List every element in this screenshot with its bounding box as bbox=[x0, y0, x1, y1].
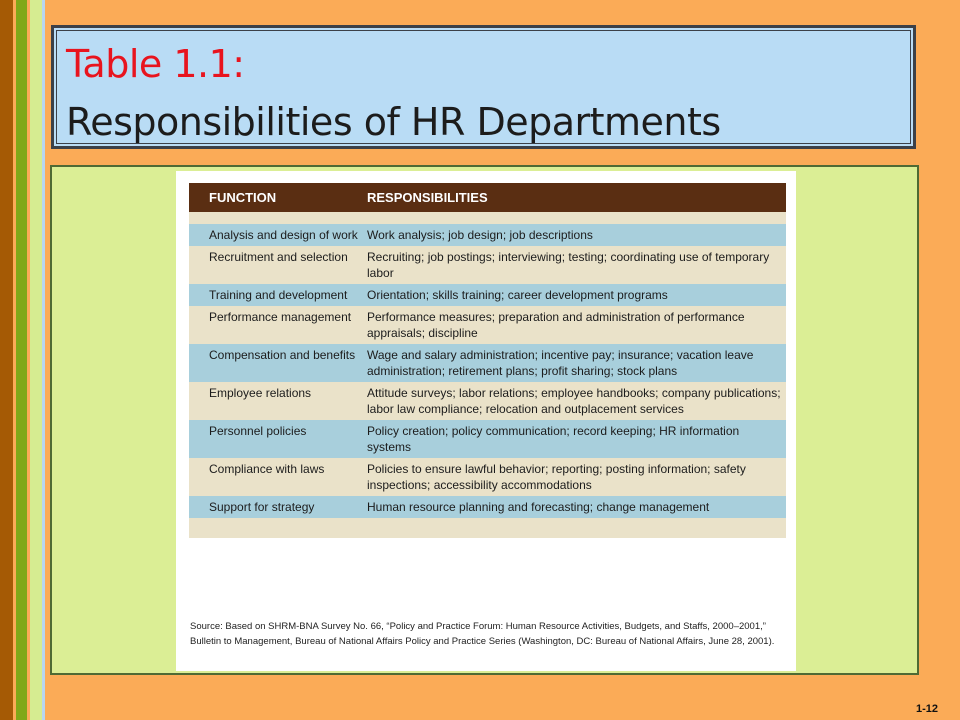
cell-responsibilities: Work analysis; job design; job descriptions bbox=[359, 224, 786, 246]
table-row bbox=[189, 420, 786, 458]
cell-function: Employee relations bbox=[189, 382, 359, 420]
header-function: FUNCTION bbox=[189, 183, 359, 212]
cell-function: Compensation and benefits bbox=[189, 344, 359, 382]
table-spacer bbox=[189, 518, 786, 538]
table-figure bbox=[176, 171, 796, 671]
table-row bbox=[189, 246, 786, 284]
slide-title-label: Table 1.1: bbox=[66, 42, 245, 86]
cell-responsibilities: Human resource planning and forecasting; change management bbox=[359, 496, 786, 518]
cell-function: Support for strategy bbox=[189, 496, 359, 518]
cell-function: Performance management bbox=[189, 306, 359, 344]
cell-responsibilities: Recruiting; job postings; interviewing; testing; coordinating use of temporary labor bbox=[359, 246, 786, 284]
table-row bbox=[189, 496, 786, 518]
title-box bbox=[51, 25, 916, 149]
cell-function: Analysis and design of work bbox=[189, 224, 359, 246]
hr-responsibilities-table bbox=[189, 183, 786, 538]
page-number: 1-12 bbox=[916, 703, 939, 715]
table-row bbox=[189, 224, 786, 246]
cell-responsibilities: Policy creation; policy communication; record keeping; HR information systems bbox=[359, 420, 786, 458]
table-spacer bbox=[189, 212, 786, 224]
header-responsibilities: RESPONSIBILITIES bbox=[359, 183, 786, 212]
decor-stripe-brown bbox=[0, 0, 13, 720]
table-row bbox=[189, 306, 786, 344]
cell-responsibilities: Policies to ensure lawful behavior; reporting; posting information; safety inspections; accessibility accommodations bbox=[359, 458, 786, 496]
table-row bbox=[189, 284, 786, 306]
cell-responsibilities: Wage and salary administration; incentive pay; insurance; vacation leave administration; retirement plans; profit sharing; stock plans bbox=[359, 344, 786, 382]
decor-stripe-green bbox=[16, 0, 27, 720]
table-source-note: Source: Based on SHRM-BNA Survey No. 66, “Policy and Practice Forum: Human Resource Activities, Budgets, and Staffs, 2000–2001,” Bulletin to Management, Bureau of National Affairs Policy and Practice Series (Washington, DC: Bureau of National Affairs, June 28, 2001). bbox=[190, 621, 775, 647]
table-header-row bbox=[189, 183, 786, 212]
table-row bbox=[189, 344, 786, 382]
cell-function: Compliance with laws bbox=[189, 458, 359, 496]
decor-stripe-lightgreen bbox=[30, 0, 42, 720]
table-row bbox=[189, 382, 786, 420]
decor-stripe-blue bbox=[42, 0, 45, 720]
cell-function: Recruitment and selection bbox=[189, 246, 359, 284]
content-panel bbox=[50, 165, 919, 675]
slide-title: Responsibilities of HR Departments bbox=[66, 100, 721, 144]
cell-responsibilities: Performance measures; preparation and administration of performance appraisals; discipline bbox=[359, 306, 786, 344]
cell-responsibilities: Attitude surveys; labor relations; employee handbooks; company publications; labor law compliance; relocation and outplacement services bbox=[359, 382, 786, 420]
cell-function: Training and development bbox=[189, 284, 359, 306]
cell-responsibilities: Orientation; skills training; career development programs bbox=[359, 284, 786, 306]
cell-function: Personnel policies bbox=[189, 420, 359, 458]
table-row bbox=[189, 458, 786, 496]
